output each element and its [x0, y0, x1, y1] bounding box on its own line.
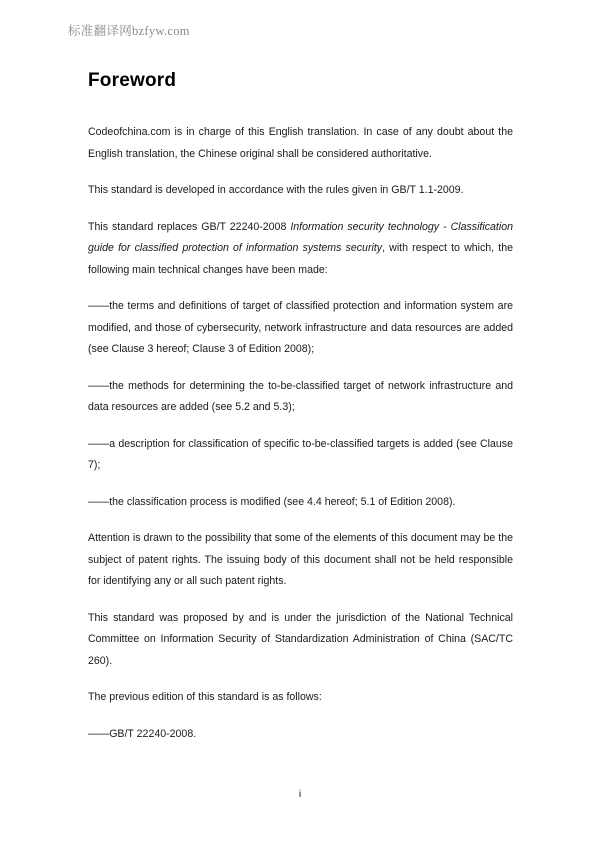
replaces-lead-text: This standard replaces GB/T 22240-2008 [88, 220, 291, 233]
page-number: i [298, 788, 302, 800]
paragraph-previous-edition-intro: The previous edition of this standard is as follows: [88, 691, 322, 703]
paragraph-patent-rights: Attention is drawn to the possibility that some of the elements of this document may be the subject of patent rights. The issuing body of this document shall not be held responsible for identifying any or all such patent rights. [88, 532, 513, 587]
previous-edition-item: ——GB/T 22240-2008. [88, 727, 197, 740]
paragraph-jurisdiction: This standard was proposed by and is under the jurisdiction of the National Technical Committee on Information Security of Standardization Administration of China (SAC/TC 260). [88, 611, 513, 667]
change-item-methods: ——the methods for determining the to-be-classified target of network infrastructure and data resources are added (see 5.2 and 5.3); [88, 379, 513, 413]
page-title: Foreword [88, 70, 177, 91]
replaces-tail-text: , with respect to which, the following main technical changes have been made: [88, 242, 513, 276]
document-body [88, 70, 513, 745]
watermark-text: 标准翻译网bzfyw.com [68, 24, 190, 38]
paragraph-replaces-standard [88, 217, 513, 282]
change-item-terms-definitions: ——the terms and definitions of target of classified protection and information system are modified, and those of cybersecurity, network infrastructure and data resources are added (see Clause 3 hereof; Clause 3 of Edition 2008); [88, 300, 513, 355]
change-item-description: ——a description for classification of specific to-be-classified targets is added (see Clause 7); [88, 437, 513, 471]
change-item-classification-process: ——the classification process is modified (see 4.4 hereof; 5.1 of Edition 2008). [88, 495, 456, 508]
replaced-standard-title: Information security technology - Classification guide for classified protection of information systems security [88, 220, 513, 254]
paragraph-development-rules: This standard is developed in accordance with the rules given in GB/T 1.1-2009. [88, 184, 464, 196]
paragraph-translation-notice: Codeofchina.com is in charge of this English translation. In case of any doubt about the English translation, the Chinese original shall be considered authoritative. [88, 126, 513, 160]
